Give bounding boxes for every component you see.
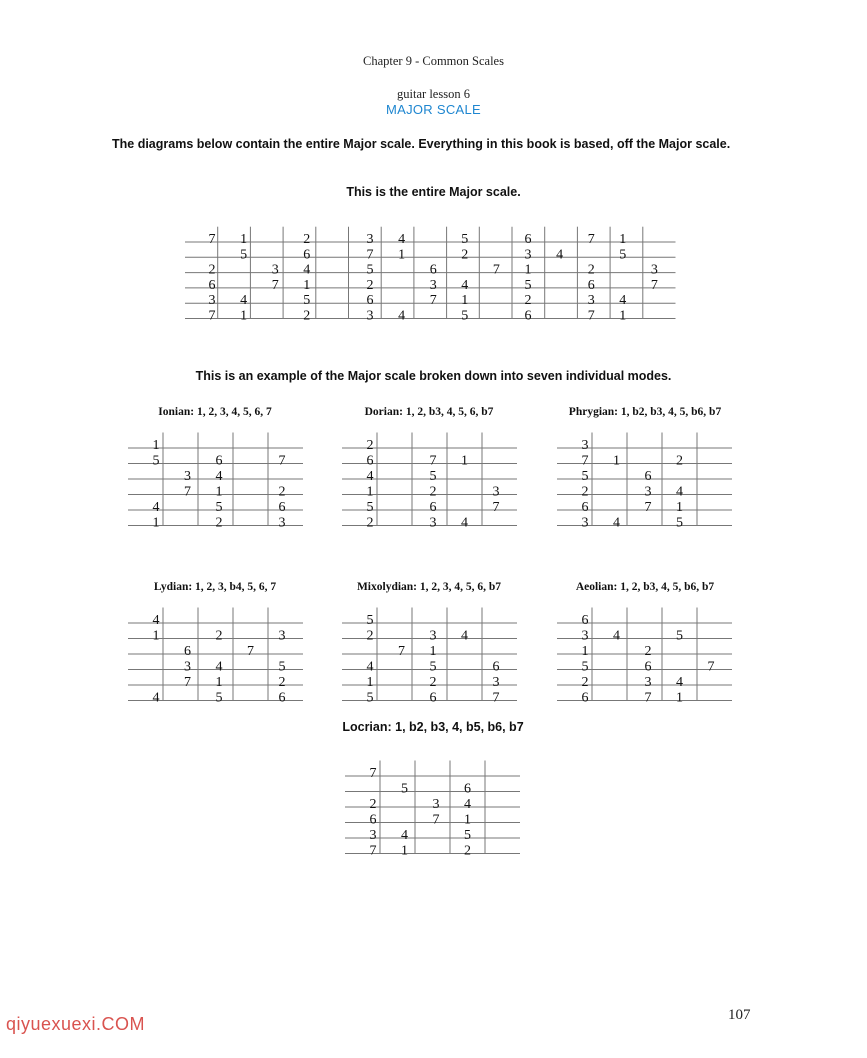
entire-scale-note: 5: [461, 232, 469, 247]
entire-scale-note: 1: [619, 308, 627, 324]
entire-scale-note: 6: [587, 277, 595, 293]
mode-mixolydian-note: 5: [366, 690, 374, 706]
mode-mixolydian-note: 2: [366, 628, 374, 644]
mode-locrian-note: 1: [464, 812, 471, 828]
mode-phrygian-note: 6: [644, 469, 652, 484]
entire-scale-note: 6: [524, 232, 532, 247]
entire-scale-note: 2: [303, 232, 311, 247]
entire-scale-note: 6: [366, 293, 374, 309]
mode-phrygian-note: 3: [581, 515, 589, 531]
entire-scale-note: 6: [429, 262, 437, 278]
entire-scale-note: 4: [619, 293, 627, 309]
mode-phrygian-note: 1: [613, 453, 620, 469]
entire-scale-note: 7: [271, 277, 279, 293]
mode-aeolian-note: 1: [676, 690, 683, 706]
mode-ionian-note: 5: [152, 453, 160, 469]
mode-ionian-note: 7: [184, 484, 191, 500]
mode-phrygian-note: 5: [581, 469, 589, 484]
mode-locrian-note: 4: [464, 797, 471, 812]
entire-scale-note: 3: [208, 293, 216, 309]
mode-title-dorian: Dorian: 1, 2, b3, 4, 5, 6, b7: [364, 406, 494, 418]
mode-lydian-note: 4: [152, 690, 160, 706]
mode-lydian-note: 7: [247, 644, 254, 659]
entire-scale-note: 1: [303, 277, 311, 293]
mode-mixolydian-note: 6: [429, 690, 437, 706]
mode-lydian-note: 4: [152, 613, 160, 628]
mode-lydian-note: 4: [215, 659, 223, 675]
mode-locrian-note: 5: [464, 828, 471, 843]
lesson-label: guitar lesson 6: [397, 87, 470, 101]
entire-scale-note: 5: [524, 277, 532, 293]
mode-lydian-note: 1: [152, 628, 160, 644]
mode-ionian-note: 5: [215, 500, 223, 515]
mode-title-mixolydian: Mixolydian: 1, 2, 3, 4, 5, 6, b7: [356, 581, 502, 593]
entire-scale-note: 7: [492, 262, 500, 278]
mode-dorian-note: 4: [366, 469, 374, 484]
mode-mixolydian-note: 7: [492, 690, 500, 706]
entire-scale-note: 4: [398, 232, 406, 247]
mode-lydian-note: 3: [184, 659, 191, 675]
entire-scale-note: 1: [619, 232, 627, 247]
mode-dorian-note: 6: [366, 453, 374, 469]
entire-scale-note: 3: [366, 232, 374, 247]
mode-phrygian-note: 2: [581, 484, 589, 500]
entire-scale-note: 2: [587, 262, 595, 278]
mode-lydian-note: 7: [184, 675, 191, 690]
mode-mixolydian-note: 5: [366, 613, 374, 628]
mode-dorian-note: 7: [429, 453, 437, 469]
mode-aeolian-note: 6: [581, 690, 589, 706]
mode-title-aeolian: Aeolian: 1, 2, b3, 4, 5, b6, b7: [575, 581, 715, 593]
mode-aeolian-note: 4: [613, 628, 620, 644]
mode-phrygian-note: 1: [676, 500, 683, 515]
mode-locrian-note: 2: [369, 797, 377, 812]
entire-scale-note: 7: [208, 232, 216, 247]
mode-phrygian-note: 4: [613, 515, 620, 531]
mode-aeolian-note: 4: [676, 675, 683, 690]
mode-dorian-note: 7: [492, 500, 500, 515]
mode-locrian-note: 4: [401, 828, 408, 843]
entire-scale-note: 1: [398, 247, 406, 263]
mode-mixolydian-note: 1: [429, 644, 437, 659]
mode-dorian-note: 2: [366, 515, 374, 531]
mode-locrian-note: 2: [464, 843, 471, 859]
mode-ionian-note: 3: [278, 515, 286, 531]
page-number: 107: [728, 1007, 751, 1023]
mode-dorian-note: 2: [366, 438, 374, 453]
mode-dorian-note: 2: [429, 484, 437, 500]
mode-phrygian-note: 2: [676, 453, 683, 469]
mode-ionian-note: 4: [215, 469, 223, 484]
entire-scale-heading: This is the entire Major scale.: [346, 185, 521, 199]
entire-scale-note: 5: [303, 293, 311, 309]
mode-dorian-note: 1: [366, 484, 374, 500]
modes-heading: This is an example of the Major scale broken down into seven individual modes.: [195, 369, 672, 383]
mode-aeolian-note: 2: [644, 644, 652, 659]
mode-phrygian-note: 3: [581, 438, 589, 453]
mode-dorian-note: 3: [492, 484, 500, 500]
mode-locrian-note: 3: [432, 797, 440, 812]
mode-lydian-note: 2: [278, 675, 286, 690]
entire-scale-note: 5: [619, 247, 627, 263]
entire-scale-note: 4: [556, 247, 564, 263]
entire-scale-note: 3: [524, 247, 532, 263]
entire-scale-note: 3: [650, 262, 658, 278]
mode-phrygian-note: 5: [676, 515, 683, 531]
page-title: MAJOR SCALE: [385, 102, 482, 117]
entire-scale-note: 7: [587, 308, 595, 324]
entire-scale-note: 6: [303, 247, 311, 263]
mode-ionian-note: 3: [184, 469, 191, 484]
mode-aeolian-note: 3: [644, 675, 652, 690]
mode-lydian-note: 6: [278, 690, 286, 706]
entire-scale-note: 7: [208, 308, 216, 324]
mode-mixolydian-note: 6: [492, 659, 500, 675]
entire-scale-note: 5: [461, 308, 469, 324]
mode-dorian-note: 1: [461, 453, 468, 469]
mode-dorian-note: 6: [429, 500, 437, 515]
entire-scale-note: 5: [366, 262, 374, 278]
entire-scale-note: 2: [524, 293, 532, 309]
mode-ionian-note: 6: [278, 500, 286, 515]
mode-ionian-note: 1: [215, 484, 223, 500]
intro-paragraph: The diagrams below contain the entire Major scale. Everything in this book is based, off the Major scale.: [112, 137, 731, 151]
mode-mixolydian-note: 5: [429, 659, 437, 675]
watermark: qiyuexuexi.COM: [6, 1014, 146, 1034]
mode-locrian-note: 5: [401, 781, 408, 797]
mode-dorian-note: 4: [461, 515, 468, 531]
mode-mixolydian-note: 4: [461, 628, 468, 644]
entire-scale-note: 7: [429, 293, 437, 309]
mode-mixolydian-note: 1: [366, 675, 374, 690]
entire-scale-note: 4: [461, 277, 469, 293]
entire-scale-note: 1: [240, 232, 248, 247]
mode-ionian-note: 4: [152, 500, 160, 515]
entire-scale-note: 1: [461, 293, 469, 309]
mode-aeolian-note: 6: [644, 659, 652, 675]
mode-locrian-note: 6: [464, 781, 471, 797]
entire-scale-note: 4: [303, 262, 311, 278]
entire-scale-note: 4: [398, 308, 406, 324]
entire-scale-note: 6: [524, 308, 532, 324]
chapter-header: Chapter 9 - Common Scales: [363, 54, 504, 68]
mode-lydian-note: 2: [215, 628, 223, 644]
mode-locrian-note: 7: [369, 766, 377, 781]
mode-lydian-note: 1: [215, 675, 223, 690]
entire-scale-note: 3: [587, 293, 595, 309]
entire-scale-note: 7: [650, 277, 658, 293]
mode-dorian-note: 5: [429, 469, 437, 484]
mode-aeolian-note: 2: [581, 675, 589, 690]
mode-aeolian-note: 7: [644, 690, 652, 706]
mode-phrygian-note: 4: [676, 484, 683, 500]
mode-dorian-note: 5: [366, 500, 374, 515]
entire-scale-note: 2: [366, 277, 374, 293]
entire-scale-note: 3: [429, 277, 437, 293]
mode-mixolydian-note: 7: [398, 644, 405, 659]
mode-phrygian-note: 7: [581, 453, 589, 469]
mode-ionian-note: 7: [278, 453, 286, 469]
mode-locrian-note: 1: [401, 843, 408, 859]
mode-phrygian-note: 7: [644, 500, 652, 515]
mode-locrian-note: 6: [369, 812, 377, 828]
mode-aeolian-note: 5: [676, 628, 683, 644]
mode-mixolydian-note: 3: [492, 675, 500, 690]
entire-scale-note: 2: [303, 308, 311, 324]
mode-locrian-note: 7: [432, 812, 440, 828]
entire-scale-note: 2: [208, 262, 216, 278]
mode-title-phrygian: Phrygian: 1, b2, b3, 4, 5, b6, b7: [568, 406, 722, 418]
mode-locrian-note: 3: [369, 828, 377, 843]
mode-phrygian-note: 6: [581, 500, 589, 515]
entire-scale-note: 3: [366, 308, 374, 324]
mode-aeolian-note: 5: [581, 659, 589, 675]
entire-scale-note: 7: [366, 247, 374, 263]
mode-aeolian-note: 7: [707, 659, 715, 675]
mode-ionian-note: 2: [215, 515, 223, 531]
mode-title-ionian: Ionian: 1, 2, 3, 4, 5, 6, 7: [158, 406, 272, 418]
entire-scale-note: 7: [587, 232, 595, 247]
mode-aeolian-note: 1: [581, 644, 589, 659]
mode-lydian-note: 5: [278, 659, 286, 675]
mode-mixolydian-note: 3: [429, 628, 437, 644]
mode-ionian-note: 2: [278, 484, 286, 500]
mode-lydian-note: 5: [215, 690, 223, 706]
mode-title-locrian: Locrian: 1, b2, b3, 4, b5, b6, b7: [342, 720, 524, 734]
mode-aeolian-note: 3: [581, 628, 589, 644]
mode-lydian-note: 6: [184, 644, 191, 659]
mode-dorian-note: 3: [429, 515, 437, 531]
entire-scale-note: 3: [271, 262, 279, 278]
mode-ionian-note: 1: [152, 438, 160, 453]
entire-scale-note: 1: [240, 308, 248, 324]
mode-locrian-note: 7: [369, 843, 377, 859]
mode-ionian-note: 1: [152, 515, 160, 531]
entire-scale-note: 5: [240, 247, 248, 263]
mode-lydian-note: 3: [278, 628, 286, 644]
entire-scale-note: 4: [240, 293, 248, 309]
mode-aeolian-note: 6: [581, 613, 589, 628]
entire-scale-note: 6: [208, 277, 216, 293]
mode-phrygian-note: 3: [644, 484, 652, 500]
mode-mixolydian-note: 2: [429, 675, 437, 690]
entire-scale-note: 1: [524, 262, 532, 278]
mode-title-lydian: Lydian: 1, 2, 3, b4, 5, 6, 7: [153, 581, 277, 593]
entire-scale-note: 2: [461, 247, 469, 263]
mode-ionian-note: 6: [215, 453, 223, 469]
mode-mixolydian-note: 4: [366, 659, 374, 675]
